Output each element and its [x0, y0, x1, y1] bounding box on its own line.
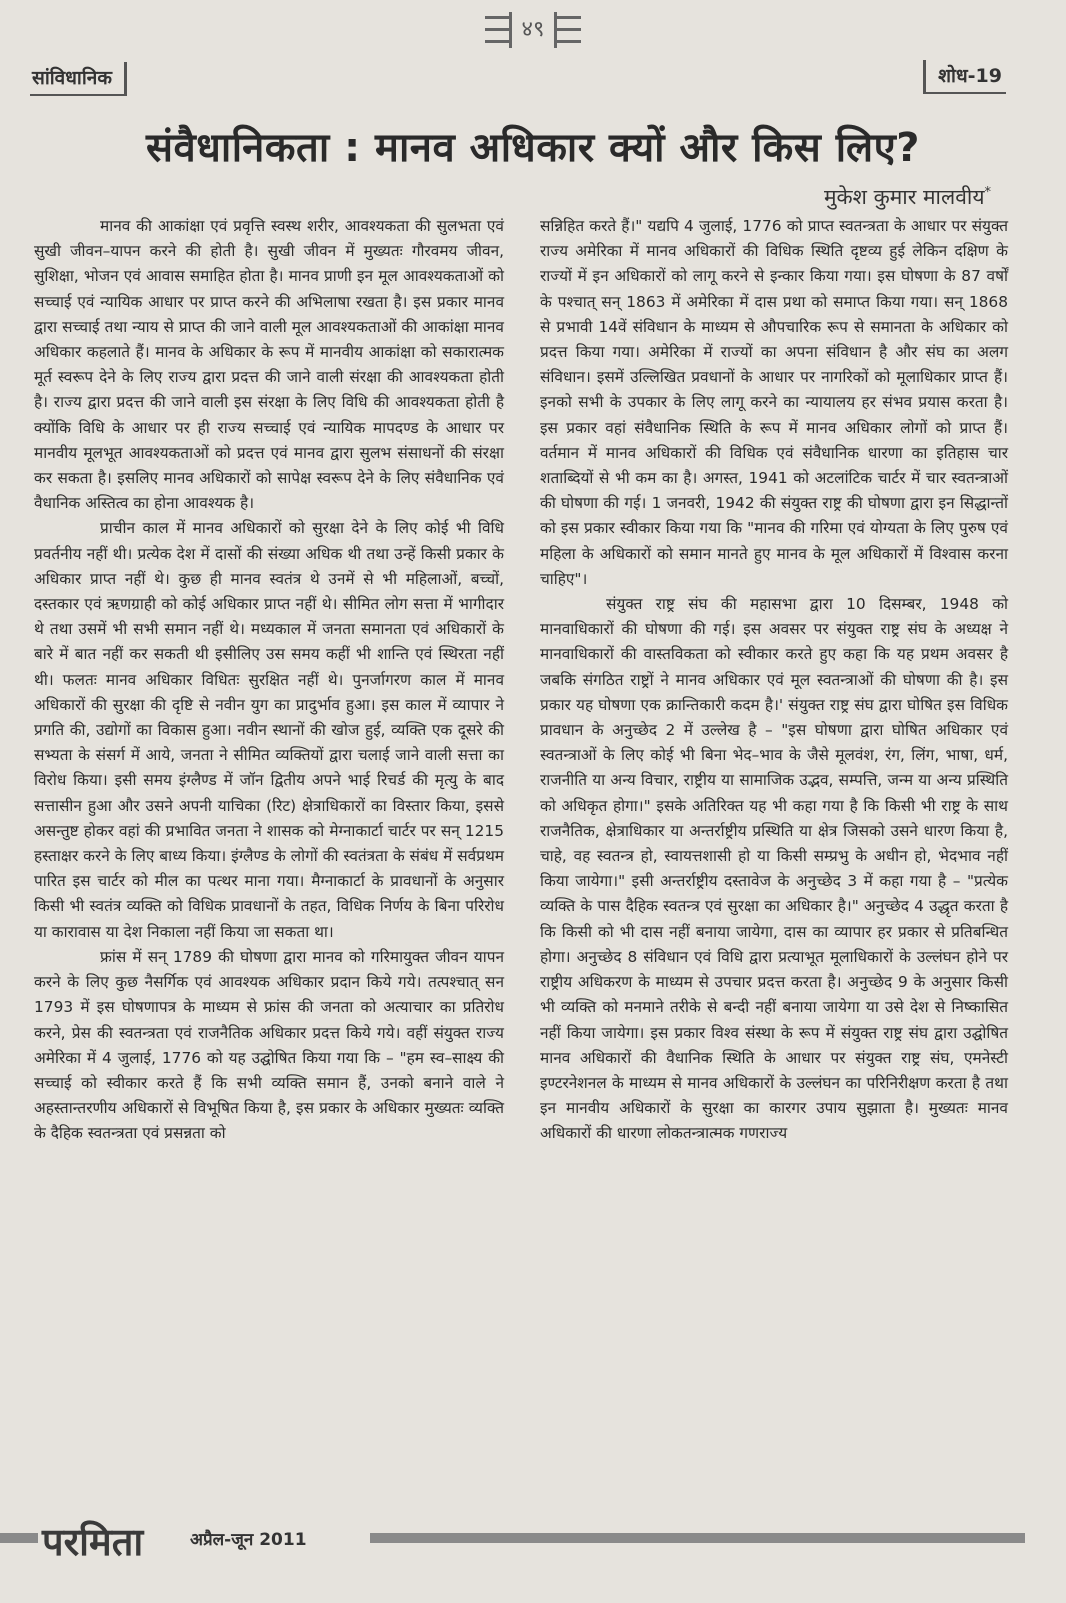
- left-bars-ornament-icon: [485, 10, 515, 50]
- author-mark: *: [984, 185, 991, 200]
- footer-rule-left: [0, 1533, 38, 1543]
- page-number-block: [0, 10, 1066, 50]
- footer-rule-right: [370, 1533, 1025, 1543]
- shodh-label: शोध-19: [923, 60, 1006, 94]
- section-label: सांविधानिक: [30, 62, 127, 96]
- issue-date: अप्रैल-जून 2011: [190, 1530, 307, 1550]
- left-paragraph-1: मानव की आकांक्षा एवं प्रवृत्ति स्वस्थ शरीर, आवश्यकता की सुलभता एवं सुखी जीवन–यापन करने की होती है। सुखी जीवन में मुख्यतः गौरवमय जीवन, सुशिक्षा, भोजन एवं आवास समाहित होता है। मानव प्राणी इन मूल आवश्यकताओं को सच्चाई एवं न्यायिक आधार पर प्राप्त करने की अभिलाषा रखता है। इस प्रकार मानव द्वारा सच्चाई तथा न्याय से प्राप्त की जाने वाली मूल आवश्यकताओं की आकांक्षा मानव अधिकार कहलाते हैं। मानव के अधिकार के रूप में मानवीय आकांक्षा को सकारात्मक मूर्त स्वरूप देने के लिए राज्य द्वारा प्रदत्त की जाने वाली संरक्षा की आवश्यकता होती है। राज्य द्वारा प्रदत्त की जाने वाली इस संरक्षा के लिए विधि की आवश्यकता होती है क्योंकि विधि के आधार पर ही राज्य सच्चाई एवं न्यायिक मापदण्ड के आधार पर मानवीय मूलभूत आवश्यकताओं को प्रदत्त एवं मानव द्वारा सुलभ संसाधनों की संरक्षा कर सकता है। इसलिए मानव अधिकारों को सापेक्ष स्वरूप देने के लिए संवैधानिक एवं वैधानिक अस्तित्व का होना आवश्यक है।: [34, 217, 504, 513]
- article-author: [824, 183, 991, 211]
- page-number: ४९: [521, 17, 545, 42]
- article-title: संवैधानिकता : मानव अधिकार क्यों और किस लिए?: [146, 125, 920, 171]
- page-footer: [0, 1515, 1066, 1575]
- right-bars-ornament-icon: [551, 10, 581, 50]
- right-paragraph-1: सन्निहित करते हैं।" यद्यपि 4 जुलाई, 1776 को प्राप्त स्वतन्त्रता के आधार पर संयुक्त राज्य अमेरिका में मानव अधिकारों की विधिक स्थिति दृष्टव्य हुई लेकिन दक्षिण के राज्यों में इन अधिकारों को लागू करने से इन्कार किया गया। इस घोषणा के 87 वर्षों के पश्चात् सन् 1863 में अमेरिका में दास प्रथा को समाप्त किया गया। सन् 1868 से प्रभावी 14वें संविधान के माध्यम से औपचारिक रूप से समानता के अधिकार को प्रदत्त किया गया। अमेरिका में राज्यों का अपना संविधान है और संघ का अलग संविधान। इसमें उल्लिखित प्रवधानों के आधार पर नागरिकों को मूलाधिकार प्राप्त हैं। इनको सभी के उपकार के लिए लागू करने का न्यायालय हर संभव प्रयास करता है। इस प्रकार वहां संवैधानिक स्थिति के रूप में मानव अधिकार लोगों को प्राप्त हैं। वर्तमान में मानव अधिकारों की विधिक एवं संवैधानिक धारणा का इतिहास चार शताब्दियों से भी कम का है। अगस्त, 1941 को अटलांटिक चार्टर में चार स्वतन्त्राओं की घोषणा की गई। 1 जनवरी, 1942 की संयुक्त राष्ट्र की घोषणा द्वारा इन सिद्धान्तों को इस प्रकार स्वीकार किया गया कि "मानव की गरिमा एवं योग्यता के लिए पुरुष एवं महिला के अधिकारों को समान मानते हुए मानव के मूल अधिकारों में विश्वास करना चाहिए"।: [540, 217, 1008, 588]
- author-name: मुकेश कुमार मालवीय: [823, 185, 985, 209]
- right-paragraph-2: संयुक्त राष्ट्र संघ की महासभा द्वारा 10 दिसम्बर, 1948 को मानवाधिकारों की घोषणा की गई। इस अवसर पर संयुक्त राष्ट्र संघ के अध्यक्ष ने मानवाधिकारों की वास्तविकता को स्वीकार करते हुए कहा कि यह प्रथम अवसर है जबकि संगठित राष्ट्रों ने मानव अधिकार एवं मूल स्वतन्त्राओं की घोषणा की है। इस प्रकार यह घोषणा एक क्रान्तिकारी कदम है।' संयुक्त राष्ट्र संघ द्वारा घोषित इस विधिक प्रावधान के अनुच्छेद 2 में उल्लेख है – "इस घोषणा द्वारा घोषित अधिकार एवं स्वतन्त्राओं के लिए कोई भी बिना भेद–भाव के जैसे मूलवंश, रंग, लिंग, भाषा, धर्म, राजनीति या अन्य विचार, राष्ट्रीय या सामाजिक उद्भव, सम्पत्ति, जन्म या अन्य प्रस्थिति को अधिकृत होगा।" इसके अतिरिक्त यह भी कहा गया है कि किसी भी राष्ट्र के साथ राजनैतिक, क्षेत्राधिकार या अन्तर्राष्ट्रीय प्रस्थिति या क्षेत्र जिसको उसने धारण किया है, चाहे, वह स्वतन्त्र हो, स्वायत्तशासी हो या किसी सम्प्रभु के अधीन हो, भेदभाव नहीं किया जायेगा।" इसी अन्तर्राष्ट्रीय दस्तावेज के अनुच्छेद 3 में कहा गया है – "प्रत्येक व्यक्ति के पास दैहिक स्वतन्त्र एवं सुरक्षा का अधिकार है।" अनुच्छेद 4 उद्धृत करता है कि किसी को भी दास नहीं बनाया जायेगा, दास का व्यापार हर प्रकार से प्रतिबन्धित होगा। अनुच्छेद 8 संविधान एवं विधि द्वारा प्रत्याभूत मूलाधिकारों के उल्लंघन होने पर राष्ट्रीय अधिकरण के माध्यम से उपचार प्रदत्त करता है। अनुच्छेद 9 के अनुसार किसी भी व्यक्ति को मनमाने तरीके से बन्दी नहीं बनाया जायेगा या उसे देश से निष्कासित नहीं किया जायेगा। इस प्रकार विश्व संस्था के रूप में संयुक्त राष्ट्र संघ द्वारा उद्घोषित मानव अधिकारों की वैधानिक स्थिति के आधार पर संयुक्त राष्ट्र संघ, एमनेस्टी इण्टरनेशनल के माध्यम से मानव अधिकारों के उल्लंघन का परिनिरीक्षण करता है तथा इन मानवीय अधिकारों के सुरक्षा का कारगर उपाय सुझाता है। मुख्यतः मानव अधिकारों की धारणा लोकतन्त्रात्मक गणराज्य: [540, 595, 1008, 1143]
- right-column: [540, 214, 1008, 1147]
- left-paragraph-3: फ्रांस में सन् 1789 की घोषणा द्वारा मानव को गरिमायुक्त जीवन यापन करने के लिए कुछ नैसर्गिक एवं आवश्यक अधिकार प्रदान किये गये। तत्पश्चात् सन 1793 में इस घोषणापत्र के माध्यम से फ्रांस की जनता को अत्याचार का प्रतिरोध करने, प्रेस की स्वतन्त्रता एवं राजनैतिक अधिकार प्रदत्त किये गये। वहीं संयुक्त राज्य अमेरिका में 4 जुलाई, 1776 को यह उद्घोषित किया गया कि – "हम स्व–साक्ष्य की सच्चाई को स्वीकार करते हैं कि सभी व्यक्ति समान हैं, उनको बनाने वाले ने अहस्तान्तरणीय अधिकारों से विभूषित किया है, इस प्रकार के अधिकार मुख्यतः व्यक्ति के दैहिक स्वतन्त्रता एवं प्रसन्नता को: [34, 947, 504, 1143]
- left-column: [34, 214, 504, 1147]
- left-paragraph-2: प्राचीन काल में मानव अधिकारों को सुरक्षा देने के लिए कोई भी विधि प्रवर्तनीय नहीं थी। प्रत्येक देश में दासों की संख्या अधिक थी तथा उन्हें किसी प्रकार के अधिकार प्राप्त नहीं थे। कुछ ही मानव स्वतंत्र थे उनमें से भी महिलाओं, बच्चों, दस्तकार एवं ऋणग्राही को कोई अधिकार प्राप्त नहीं थे। सीमित लोग सत्ता में भागीदार थे तथा उसमें भी सभी समान नहीं थे। मध्यकाल में जनता समानता एवं अधिकारों के बारे में बात नहीं कर सकती थी इसीलिए उस समय कहीं भी शान्ति एवं स्थिरता नहीं थी। फलतः मानव अधिकार विधितः सुरक्षित नहीं थे। पुनर्जागरण काल में मानव अधिकारों की सुरक्षा की दृष्टि से नवीन युग का प्रादुर्भाव हुआ। इस काल में व्यापार ने प्रगति की, उद्योगों का विकास हुआ। नवीन स्थानों की खोज हुई, व्यक्ति एक दूसरे की सभ्यता के संसर्ग में आये, जनता ने सीमित व्यक्तियों द्वारा चलाई जाने वाली सत्ता का विरोध किया। इसी समय इंग्लैण्ड में जॉन द्वितीय अपने भाई रिचर्ड की मृत्यु के बाद सत्तासीन हुआ और उसने अपनी याचिका (रिट) क्षेत्राधिकारों का विस्तार किया, इससे असन्तुष्ट होकर वहां की प्रभावित जनता ने शासक को मेग्नाकार्टा चार्टर पर सन् 1215 हस्ताक्षर करने के लिए बाध्य किया। इंग्लैण्ड के लोगों की स्वतंत्रता के संबंध में सर्वप्रथम पारित इस चार्टर को मील का पत्थर माना गया। मैग्नाकार्टा के प्रावधानों के अनुसार किसी भी स्वतंत्र व्यक्ति को विधिक प्रावधानों के तहत, विधिक निर्णय के बिना परिरोध या कारावास या देश निकाला नहीं किया जा सकता था।: [34, 519, 504, 941]
- magazine-logo: परमिता: [42, 1520, 144, 1564]
